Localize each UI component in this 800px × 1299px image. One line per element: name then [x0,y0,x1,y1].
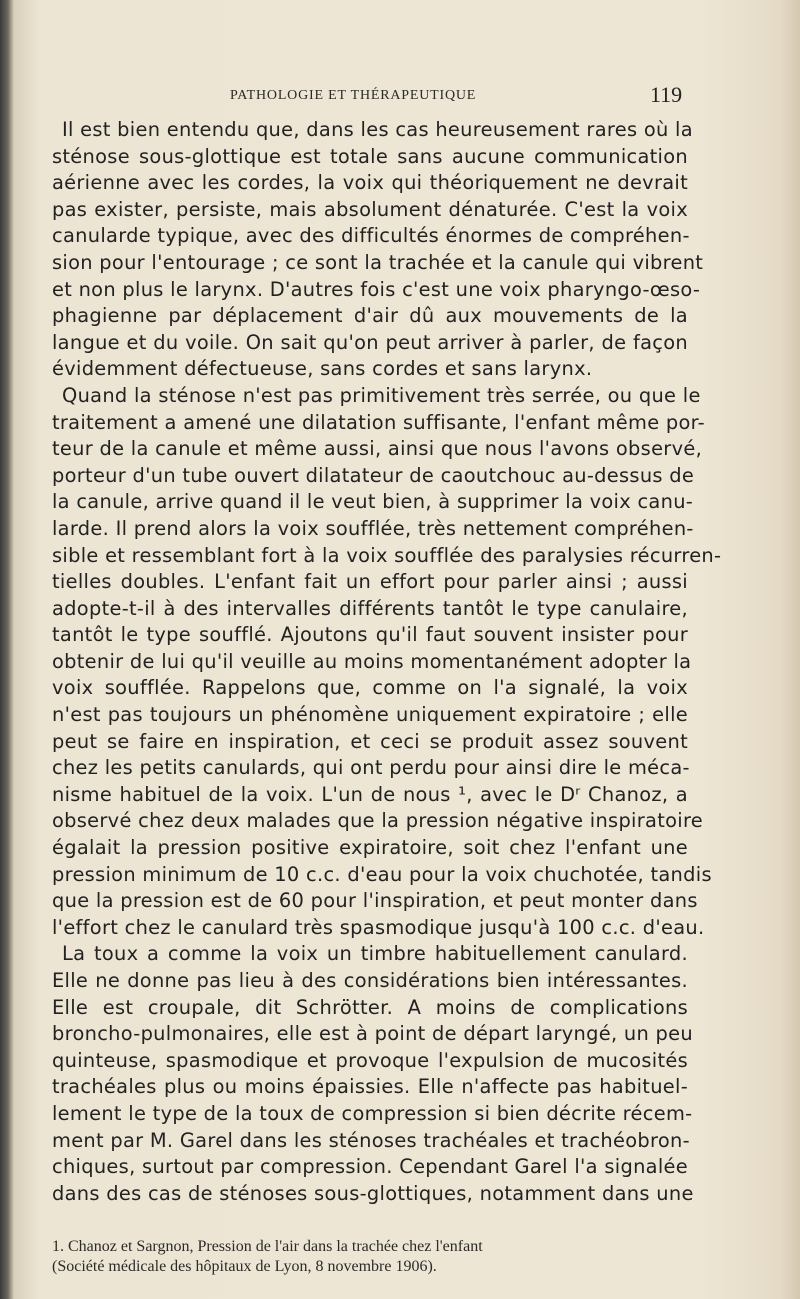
text-line: Elle ne donne pas lieu à des considérations bien intéressantes. [52,969,688,992]
text-line: chez les petits canulards, qui ont perdu pour ainsi dire le méca- [52,756,690,780]
text-line: traitement a amené une dilatation suffisante, l'enfant même por- [52,410,705,434]
footnote-line: 1. Chanoz et Sargnon, Pression de l'air dans la trachée chez l'enfant [52,1238,483,1255]
text-line: n'est pas toujours un phénomène uniquement expiratoire ; elle [52,703,688,727]
text-line: la canule, arrive quand il le veut bien, à supprimer la voix canu- [52,490,694,514]
body-text [52,117,722,1207]
text-line: sible et ressemblant fort à la voix soufflée des paralysies récurren- [52,543,722,567]
text-line: nisme habituel de la voix. L'un de nous ¹, avec le Dʳ Chanoz, a [52,782,688,806]
text-line: lement le type de la toux de compression si bien décrite récem- [52,1101,693,1125]
text-line: observé chez deux malades que la pression négative inspiratoire [52,809,704,833]
text-line: pas exister, persiste, mais absolument dénaturée. C'est la voix [52,197,688,221]
text-line: sion pour l'entourage ; ce sont la trachée et la canule qui vibrent [52,250,704,274]
footnote-line: (Société médicale des hôpitaux de Lyon, 8 novembre 1906). [52,1258,437,1275]
text-line: porteur d'un tube ouvert dilatateur de caoutchouc au-dessus de [52,463,695,487]
running-head: PATHOLOGIE ET THÉRAPEUTIQUE [230,88,477,103]
text-line: Elle est croupale, dit Schrötter. A moins de complications [52,995,688,1019]
text-line: l'effort chez le canulard très spasmodique jusqu'à 100 c.c. d'eau. [52,915,705,939]
page-header [0,82,800,112]
text-line: tantôt le type soufflé. Ajoutons qu'il faut souvent insister pour [52,623,688,647]
text-line: aérienne avec les cordes, la voix qui théoriquement ne devrait [52,171,688,195]
text-line: obtenir de lui qu'il veuille au moins momentanément adopter la [52,649,692,673]
text-line: langue et du voile. On sait qu'on peut arriver à parler, de façon [52,330,688,354]
text-line: La toux a comme la voix un timbre habituellement canulard. [62,942,688,966]
text-line: chiques, surtout par compression. Cependant Garel l'a signalée [52,1155,688,1179]
text-line: voix soufflée. Rappelons que, comme on l'a signalé, la voix [52,676,688,700]
text-line: Il est bien entendu que, dans les cas heureusement rares où la [62,118,693,141]
text-line: adopte-t-il à des intervalles différents tantôt le type canulaire, [52,596,688,620]
text-line: évidemment défectueuse, sans cordes et sans larynx. [52,357,593,381]
text-line: trachéales plus ou moins épaissies. Elle n'affecte pas habituel- [52,1075,688,1099]
text-line: ment par M. Garel dans les sténoses trachéales et trachéobron- [52,1128,690,1152]
text-line: égalait la pression positive expiratoire, soit chez l'enfant une [52,836,688,860]
text-line: et non plus le larynx. D'autres fois c'est une voix pharyngo-œso- [52,277,701,301]
text-line: peut se faire en inspiration, et ceci se produit assez souvent [52,729,688,753]
text-line: quinteuse, spasmodique et provoque l'expulsion de mucosités [52,1048,688,1072]
text-line: sténose sous-glottique est totale sans aucune communication [52,144,688,168]
text-line: canularde typique, avec des difficultés énormes de compréhen- [52,224,690,248]
page-number: 119 [650,82,683,107]
text-line: que la pression est de 60 pour l'inspiration, et peut monter dans [52,889,698,913]
text-line: pression minimum de 10 c.c. d'eau pour la voix chuchotée, tandis [52,862,712,886]
text-line: dans des cas de sténoses sous-glottiques, notamment dans une [52,1181,694,1205]
text-line: tielles doubles. L'enfant fait un effort pour parler ainsi ; aussi [52,570,688,594]
text-line: larde. Il prend alors la voix soufflée, très nettement compréhen- [52,516,694,540]
footnotes [52,1237,688,1277]
text-line: phagienne par déplacement d'air dû aux mouvements de la [52,304,688,328]
text-line: broncho-pulmonaires, elle est à point de départ laryngé, un peu [52,1022,693,1046]
text-line: Quand la sténose n'est pas primitivement très serrée, ou que le [62,383,701,407]
text-line: teur de la canule et même aussi, ainsi que nous l'avons observé, [52,437,703,461]
